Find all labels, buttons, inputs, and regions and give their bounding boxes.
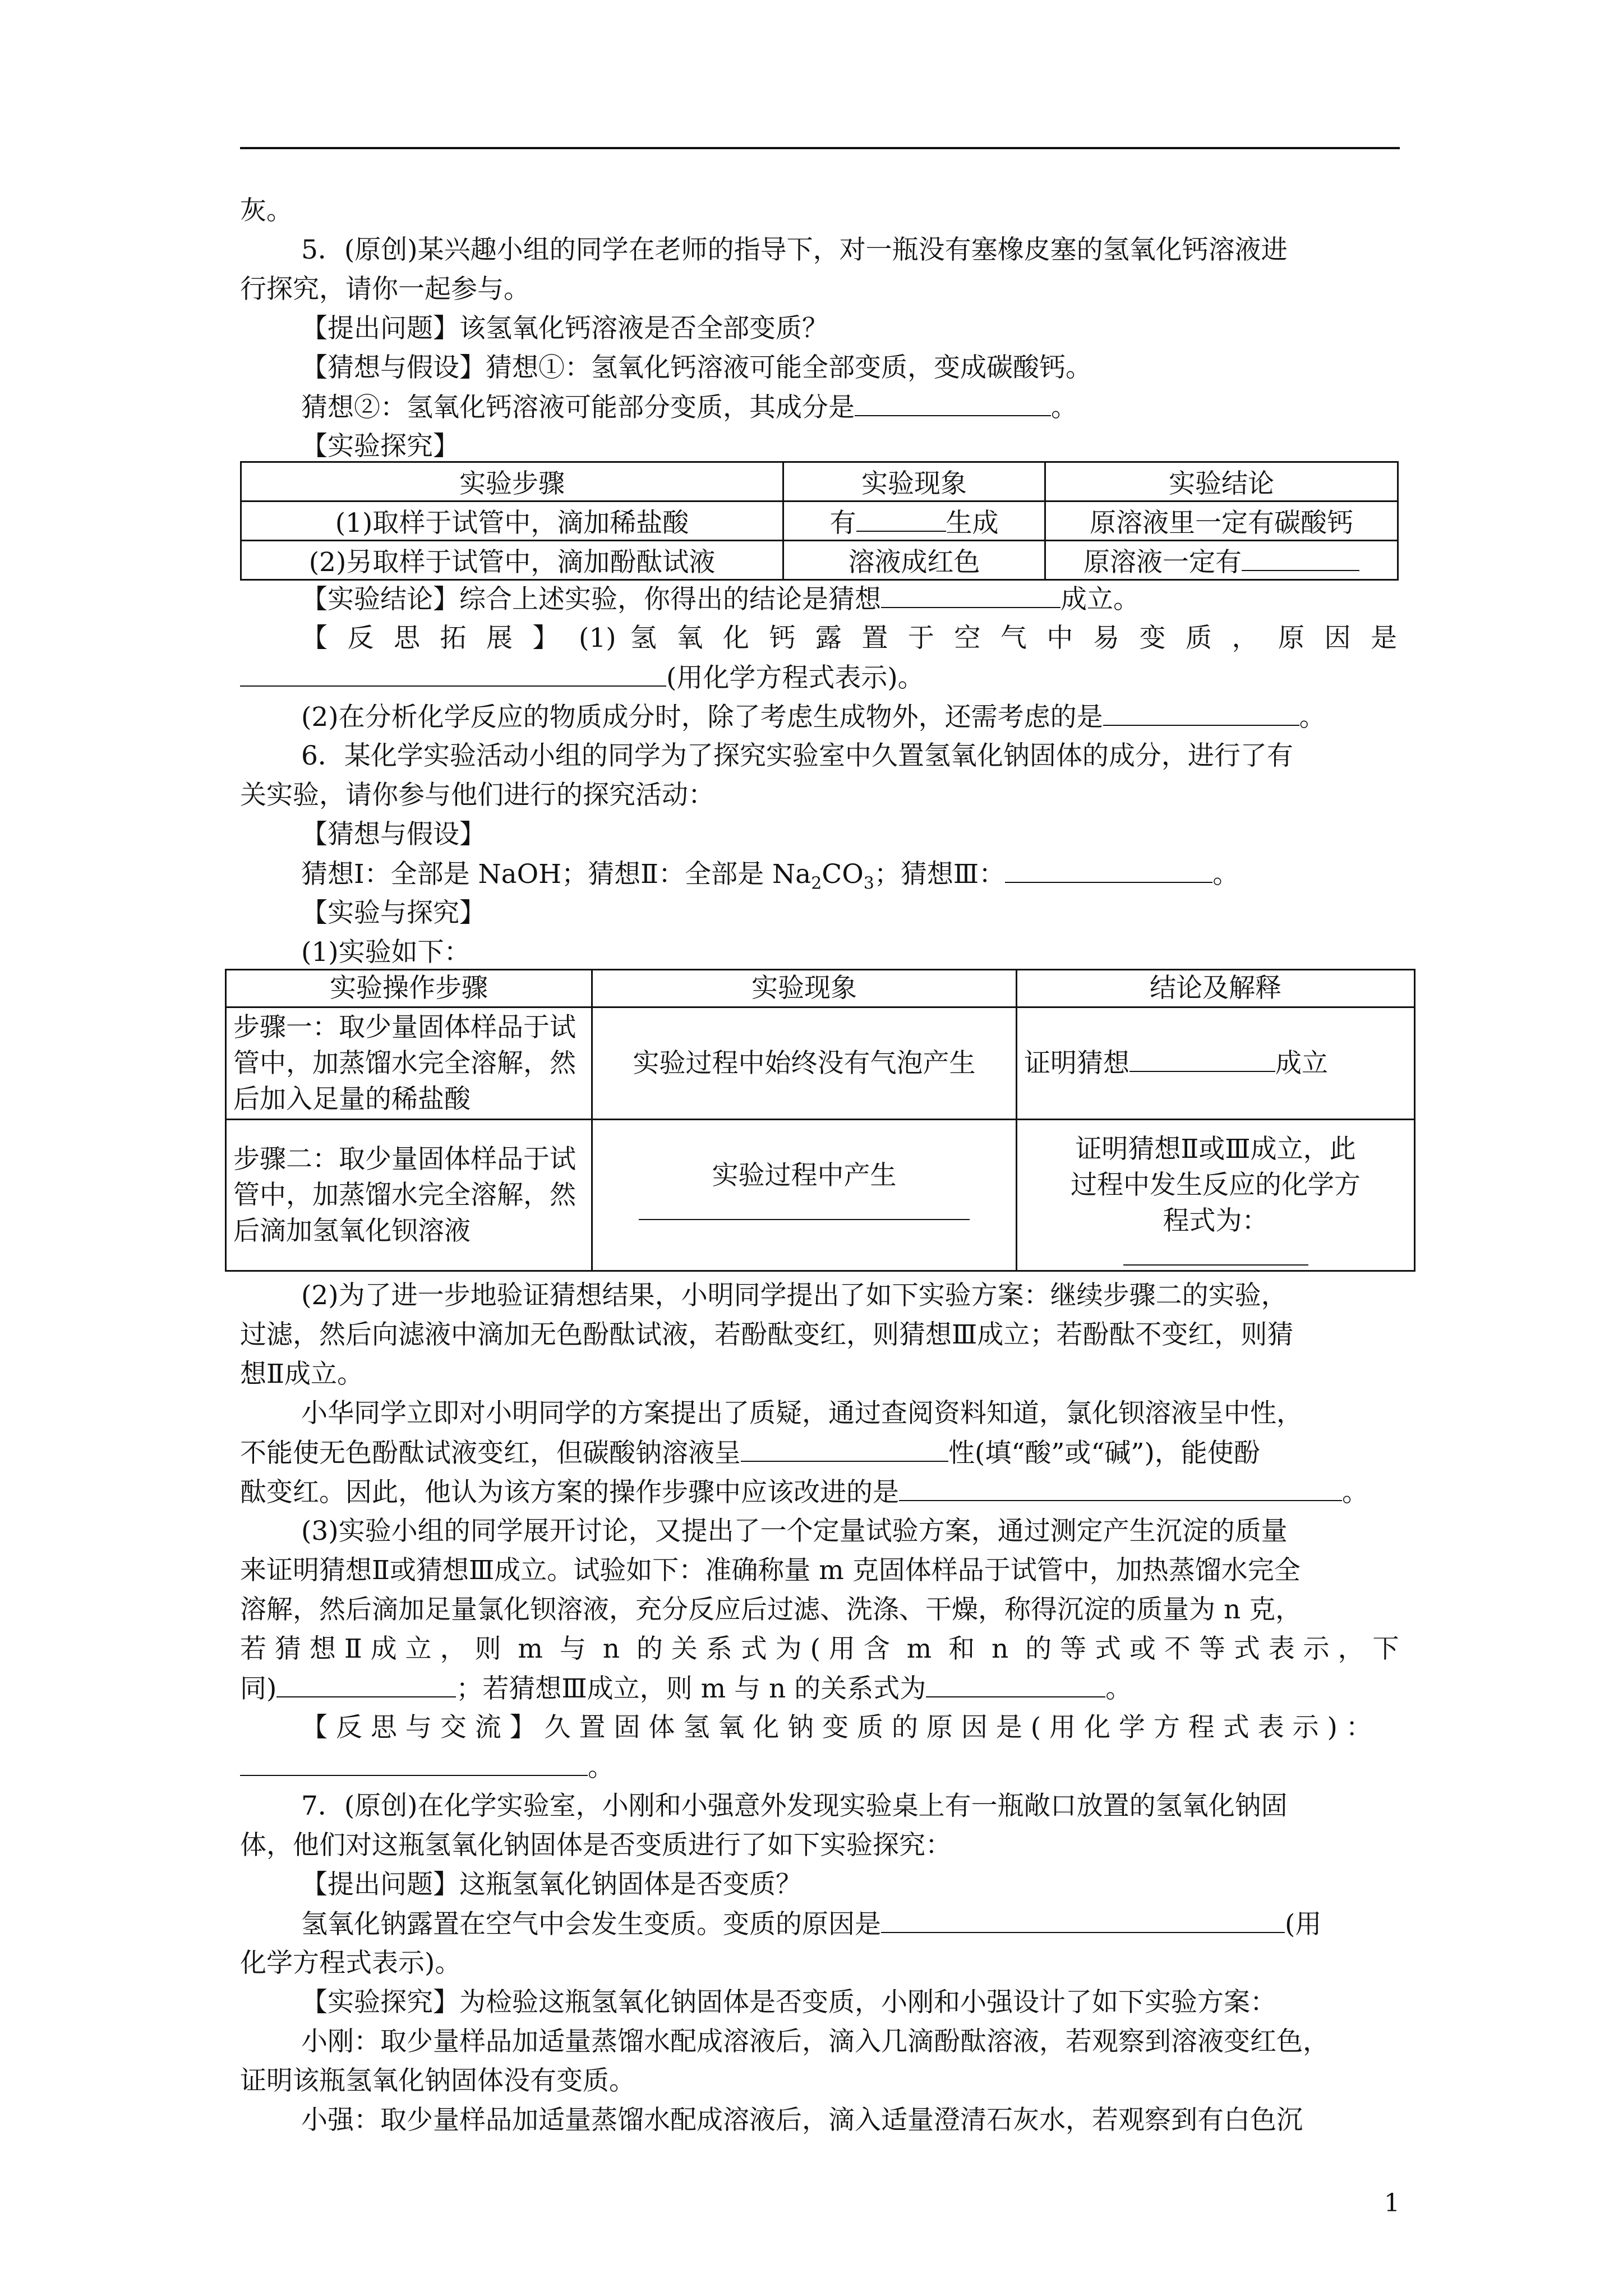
answer-blank <box>1005 857 1212 883</box>
table-cell: (2)另取样于试管中，滴加酚酞试液 <box>241 541 783 580</box>
text-line: 关实验，请你参与他们进行的探究活动： <box>240 780 714 811</box>
table-cell: 原溶液一定有 <box>1045 541 1398 580</box>
text-line: 【提出问题】这瓶氢氧化钠固体是否变质？ <box>301 1869 802 1900</box>
text-line: (用化学方程式表示)。 <box>240 661 924 695</box>
answer-blank <box>741 1436 948 1462</box>
text-line: 过滤，然后向滤液中滴加无色酚酞试液，若酚酞变红，则猜想Ⅲ成立；若酚酞不变红，则猜 <box>240 1319 1294 1350</box>
answer-blank <box>276 1672 456 1697</box>
text-line: 同) ；若猜想Ⅲ成立，则 m 与 n 的关系式为 。 <box>240 1672 1132 1706</box>
text-line: 溶解，然后滴加足量氯化钡溶液，充分反应后过滤、洗涤、干燥，称得沉淀的质量为 n 克， <box>240 1594 1302 1625</box>
experiment-table-1 <box>240 461 1399 581</box>
table-cell: (1)取样于试管中，滴加稀盐酸 <box>241 501 783 541</box>
answer-blank <box>639 1194 970 1220</box>
answer-blank <box>1123 1251 1308 1266</box>
text-line: 想Ⅱ成立。 <box>240 1359 363 1389</box>
experiment-table-2 <box>225 969 1415 1272</box>
answer-blank <box>856 506 946 532</box>
text-line: 【猜想与假设】 <box>301 819 486 850</box>
table-row <box>241 501 1398 541</box>
answer-blank <box>1103 700 1299 726</box>
answer-blank <box>240 1750 588 1776</box>
text-line: (1)实验如下： <box>301 937 471 968</box>
answer-blank <box>1129 1046 1275 1072</box>
text-line: 氢氧化钠露置在空气中会发生变质。变质的原因是 (用 <box>301 1907 1321 1941</box>
text-line: 猜想Ⅰ：全部是 NaOH；猜想Ⅱ：全部是 $Na_2CO_3$；猜想Ⅲ： 。 <box>301 857 1239 900</box>
table-cell: 步骤一：取少量固体样品于试 管中，加蒸馏水完全溶解，然 后加入足量的稀盐酸 <box>226 1007 592 1120</box>
table-cell: 步骤二：取少量固体样品于试 管中，加蒸馏水完全溶解，然 后滴加氢氧化钡溶液 <box>226 1120 592 1271</box>
text-line: (2)在分析化学反应的物质成分时，除了考虑生成物外，还需考虑的是 。 <box>301 700 1326 734</box>
table-cell: 实验过程中产生 <box>592 1120 1017 1271</box>
text-line: 行探究，请你一起参与。 <box>240 274 530 305</box>
text-line: 酞变红。因此，他认为该方案的操作步骤中应该改进的是 。 <box>240 1475 1368 1510</box>
table-header: 实验操作步骤 <box>226 970 592 1007</box>
text-line: 【 反 思 与 交 流 】 久 置 固 体 氢 氧 化 钠 变 质 的 原 因 是 ( 用 化 学 方 程 式 表 示 ) ： <box>301 1712 1372 1743</box>
answer-blank <box>899 1475 1342 1501</box>
text-line: 化学方程式表示)。 <box>240 1948 462 1978</box>
table-cell: 证明猜想Ⅱ或Ⅲ成立，此 过程中发生反应的化学方 程式为： <box>1017 1120 1415 1271</box>
page-number: 1 <box>1384 2189 1400 2217</box>
answer-blank <box>855 390 1051 416</box>
text-line: 【 反 思 拓 展 】 (1) 氢 氧 化 钙 露 置 于 空 气 中 易 变 质 ， 原 因 是 <box>301 623 1397 654</box>
table-cell: 有 生成 <box>783 501 1045 541</box>
header-rule <box>240 147 1400 149</box>
table-cell: 实验过程中始终没有气泡产生 <box>592 1007 1017 1120</box>
table-row <box>241 541 1398 580</box>
text-line: 【实验与探究】 <box>301 898 486 928</box>
text-line: 。 <box>240 1750 614 1784</box>
table-cell: 原溶液里一定有碳酸钙 <box>1045 501 1398 541</box>
text-line: 小强：取少量样品加适量蒸馏水配成溶液后，滴入适量澄清石灰水，若观察到有白色沉 <box>301 2105 1303 2136</box>
table-header: 实验步骤 <box>241 462 783 501</box>
text-line: 若 猜 想 Ⅱ 成 立 ， 则 m 与 n 的 关 系 式 为 ( 用 含 m 和 n 的 等 式 或 不 等 式 表 示 ， 下 <box>240 1634 1399 1664</box>
text-line: 小刚：取少量样品加适量蒸馏水配成溶液后，滴入几滴酚酞溶液，若观察到溶液变红色， <box>301 2026 1329 2057</box>
answer-blank <box>881 1907 1285 1933</box>
text-line: 来证明猜想Ⅱ或猜想Ⅲ成立。试验如下：准确称量 m 克固体样品于试管中，加热蒸馏水完全 <box>240 1555 1301 1586</box>
text-line: (2)为了进一步地验证猜想结果，小明同学提出了如下实验方案：继续步骤二的实验， <box>301 1280 1288 1311</box>
table-header: 实验结论 <box>1045 462 1398 501</box>
text-line: 猜想②：氢氧化钙溶液可能部分变质，其成分是 。 <box>301 390 1077 425</box>
text-line: 证明该瓶氢氧化钠固体没有变质。 <box>240 2065 635 2096</box>
text-line: 7．(原创)在化学实验室，小刚和小强意外发现实验桌上有一瓶敞口放置的氢氧化钠固 <box>301 1791 1288 1821</box>
table-cell: 证明猜想 成立 <box>1017 1007 1415 1120</box>
answer-blank <box>881 582 1061 608</box>
answer-blank <box>1242 545 1359 571</box>
text-line: 【猜想与假设】猜想①：氢氧化钙溶液可能全部变质，变成碳酸钙。 <box>301 352 1092 383</box>
table-header: 结论及解释 <box>1017 970 1415 1007</box>
table-row <box>226 1120 1415 1271</box>
table-header: 实验现象 <box>783 462 1045 501</box>
answer-blank <box>240 661 666 687</box>
table-row <box>226 1007 1415 1120</box>
text-line: 6．某化学实验活动小组的同学为了探究实验室中久置氢氧化钠固体的成分，进行了有 <box>301 740 1293 771</box>
text-line: 体，他们对这瓶氢氧化钠固体是否变质进行了如下实验探究： <box>240 1830 952 1861</box>
table-header: 实验现象 <box>592 970 1017 1007</box>
answer-blank <box>926 1672 1105 1697</box>
table-cell: 溶液成红色 <box>783 541 1045 580</box>
text-line: 【实验结论】综合上述实验，你得出的结论是猜想 成立。 <box>301 582 1140 616</box>
text-line: 小华同学立即对小明同学的方案提出了质疑，通过查阅资料知道，氯化钡溶液呈中性， <box>301 1398 1303 1429</box>
text-line: 灰。 <box>240 195 293 226</box>
text-line: 【提出问题】该氢氧化钙溶液是否全部变质？ <box>301 313 828 344</box>
text-line: 【实验探究】为检验这瓶氢氧化钠固体是否变质，小刚和小强设计了如下实验方案： <box>301 1987 1276 2018</box>
text-line: 5．(原创)某兴趣小组的同学在老师的指导下，对一瓶没有塞橡皮塞的氢氧化钙溶液进 <box>301 234 1288 265</box>
text-line: 不能使无色酚酞试液变红，但碳酸钠溶液呈 性(填“酸”或“碱”)，能使酚 <box>240 1436 1260 1470</box>
text-line: (3)实验小组的同学展开讨论，又提出了一个定量试验方案，通过测定产生沉淀的质量 <box>301 1516 1288 1547</box>
text-line: 【实验探究】 <box>301 431 459 462</box>
